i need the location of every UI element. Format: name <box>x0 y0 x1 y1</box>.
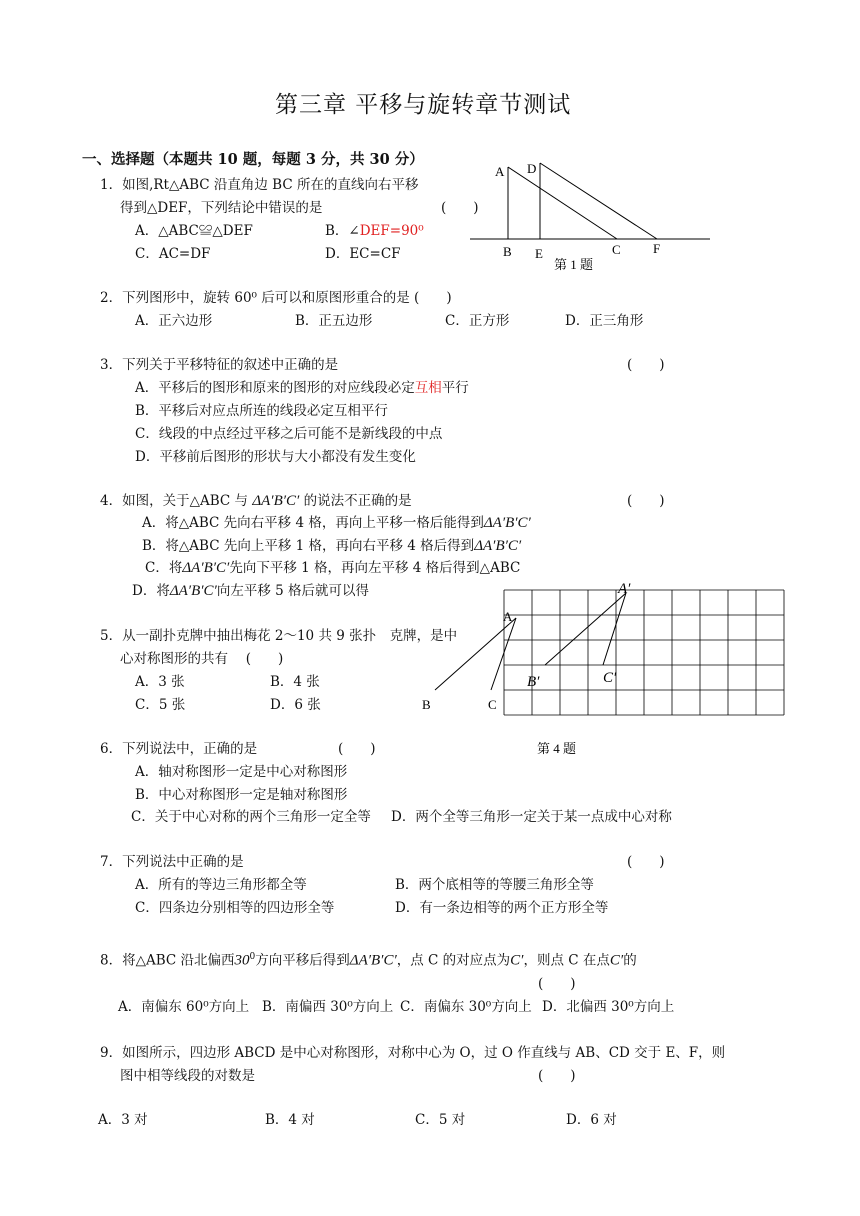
question-8-stem <box>100 948 637 970</box>
option-a-tail: 平行 <box>441 380 469 396</box>
page-title: 第三章 平移与旋转章节测试 <box>275 92 572 118</box>
option-c: C．5 对 <box>415 1112 466 1128</box>
prime-triangle-name: A′B′C′ <box>492 515 531 531</box>
question-7-stem: 7．下列说法中正确的是 <box>100 854 244 870</box>
option-b-text: B．将△ABC 先向上平移 1 格，再向右平移 4 格后得到 <box>142 538 475 554</box>
label-e: E <box>535 246 543 261</box>
option-d: D．6 张 <box>270 697 321 713</box>
option-d: D．6 对 <box>566 1112 617 1128</box>
option-c: C．四条边分别相等的四边形全等 <box>135 900 335 916</box>
question-8-text-3: ，点 C 的对应点为 <box>396 952 511 969</box>
answer-bracket: ( ) <box>441 200 479 216</box>
question-3-stem: 3．下列关于平移特征的叙述中正确的是 <box>100 357 339 373</box>
grid <box>504 590 784 715</box>
option-a-text: A．将△ABC 先向右平移 4 格，再向上平移一格后能得到 <box>142 515 484 531</box>
prime-triangle-name: A′B′C′ <box>358 952 397 969</box>
option-d: D．正三角形 <box>565 313 644 329</box>
label-a: A <box>503 609 513 624</box>
option-c: C．5 张 <box>135 697 186 713</box>
option-d: D．北偏西 30⁰方向上 <box>542 999 675 1015</box>
option-b: B．中心对称图形一定是轴对称图形 <box>135 787 348 803</box>
label-b-prime: B′ <box>527 674 540 690</box>
option-a <box>142 514 531 532</box>
prime-triangle-name: A′B′C′ <box>178 583 217 599</box>
option-d-text: D．将 <box>132 583 170 599</box>
option-c: C．关于中心对称的两个三角形一定全等 <box>131 809 371 825</box>
figure-1-caption: 第 1 题 <box>554 257 594 272</box>
option-a: A．3 张 <box>135 674 185 690</box>
point-c-prime: C′ <box>510 952 524 969</box>
label-a-prime: A′ <box>618 581 631 597</box>
option-a <box>135 379 469 397</box>
answer-bracket: ( ) <box>627 493 665 509</box>
option-a-red-text: 互相 <box>414 380 442 396</box>
question-8-text-1: 8．将△ABC 沿北偏西 <box>100 952 235 969</box>
answer-bracket: ( ) <box>338 741 376 757</box>
answer-bracket: ( ) <box>538 976 576 992</box>
prime-triangle: ΔA′B′C′ <box>169 583 217 599</box>
option-a: A．3 对 <box>98 1112 148 1128</box>
option-b <box>325 222 424 240</box>
option-b: B．南偏西 30⁰方向上 <box>262 999 394 1015</box>
question-8-text-4: ，则点 C 在点 <box>523 952 610 969</box>
option-c <box>145 559 520 577</box>
option-b-label: B．∠ <box>325 223 360 239</box>
label-c: C <box>488 697 497 712</box>
question-5-stem-line2: 心对称图形的共有 ( ) <box>120 651 284 667</box>
prime-triangle-name: A′B′C′ <box>483 538 522 554</box>
option-d: D．EC=CF <box>325 246 401 262</box>
prime-triangle: ΔA′B′C′ <box>474 538 522 554</box>
option-b: B．4 张 <box>270 674 320 690</box>
answer-bracket: ( ) <box>627 357 665 373</box>
option-b-red-text: DEF=90⁰ <box>359 223 424 239</box>
option-a: A．△ABC≌△DEF <box>135 223 253 239</box>
angle-value: 30 <box>234 952 250 969</box>
prime-triangle: ΔA′B′C′ <box>349 952 397 969</box>
label-b: B <box>422 697 431 712</box>
question-4-stem-text: 4．如图，关于△ABC 与 <box>100 493 249 509</box>
label-f: F <box>653 241 661 256</box>
question-6-stem: 6．下列说法中，正确的是 <box>100 741 258 757</box>
question-5-stem-line1: 5．从一副扑克牌中抽出梅花 2～10 共 9 张扑 克牌，是中 <box>100 628 458 644</box>
answer-bracket: ( ) <box>627 854 665 870</box>
option-c-tail: 先向下平移 1 格，再向左平移 4 格后得到△ABC <box>229 560 521 576</box>
option-c: C．正方形 <box>445 313 510 329</box>
label-c: C <box>612 242 621 257</box>
segment-a-prime-b-prime <box>545 593 626 665</box>
option-b: B．平移后对应点所连的线段必定互相平行 <box>135 403 388 419</box>
question-2-stem: 2．下列图形中，旋转 60⁰ 后可以和原图形重合的是 ( ) <box>100 290 452 306</box>
prime-triangle: ΔA′B′C′ <box>252 493 300 509</box>
option-a-text: A．平移后的图形和原来的图形的对应线段必定 <box>135 380 415 396</box>
question-1-stem-line2: 得到△DEF，下列结论中错误的是 <box>120 200 323 216</box>
question-4-stem-tail: 的说法不正确的是 <box>303 493 412 509</box>
option-c-text: C．将 <box>145 560 183 576</box>
label-b: B <box>503 244 512 259</box>
question-1-stem-line1: 1．如图,Rt△ABC 沿直角边 BC 所在的直线向右平移 <box>100 177 419 193</box>
option-a: A．正六边形 <box>135 313 213 329</box>
option-d: D．两个全等三角形一定关于某一点成中心对称 <box>391 809 672 825</box>
option-a: A．所有的等边三角形都全等 <box>135 877 307 893</box>
figure-4 <box>415 578 795 758</box>
segment-df <box>540 163 657 239</box>
option-b: B．4 对 <box>265 1112 315 1128</box>
point-c-prime: C′ <box>609 952 624 969</box>
prime-triangle: ΔA′B′C′ <box>483 515 531 531</box>
question-8-text-5: 的 <box>623 952 637 969</box>
prime-triangle-name: A′B′C′ <box>261 493 300 509</box>
label-d: D <box>527 161 537 176</box>
figure-1 <box>460 155 720 275</box>
question-9-stem-line1: 9．如图所示，四边形 ABCD 是中心对称图形，对称中心为 O，过 O 作直线与 AB、CD 交于 E、F，则 <box>100 1045 726 1061</box>
option-d: D．平移前后图形的形状与大小都没有发生变化 <box>135 449 416 465</box>
option-d-tail: 向左平移 5 格后就可以得 <box>216 583 369 599</box>
figure-4-caption: 第 4 题 <box>537 741 577 756</box>
question-8-text-2: 方向平移后得到 <box>255 952 350 969</box>
section-heading: 一、选择题（本题共 10 题，每题 3 分，共 30 分） <box>82 151 424 168</box>
label-a: A <box>495 164 505 179</box>
option-a: A．轴对称图形一定是中心对称图形 <box>135 764 348 780</box>
prime-triangle: ΔA′B′C′ <box>182 560 230 576</box>
option-b: B．两个底相等的等腰三角形全等 <box>395 877 594 893</box>
prime-triangle-name: A′B′C′ <box>191 560 230 576</box>
option-a: A．南偏东 60⁰方向上 <box>118 999 250 1015</box>
option-b: B．正五边形 <box>295 313 373 329</box>
answer-bracket: ( ) <box>538 1068 576 1084</box>
option-d <box>132 582 369 600</box>
option-b <box>142 537 521 555</box>
option-c: C．南偏东 30⁰方向上 <box>400 999 532 1015</box>
question-4-stem <box>100 492 412 510</box>
option-c: C．AC=DF <box>135 246 211 262</box>
degree-mark: 0 <box>249 952 256 962</box>
label-c-prime: C′ <box>603 670 617 686</box>
question-9-stem-line2: 图中相等线段的对数是 <box>120 1068 255 1084</box>
option-c: C．线段的中点经过平移之后可能不是新线段的中点 <box>135 426 443 442</box>
option-d: D．有一条边相等的两个正方形全等 <box>395 900 609 916</box>
